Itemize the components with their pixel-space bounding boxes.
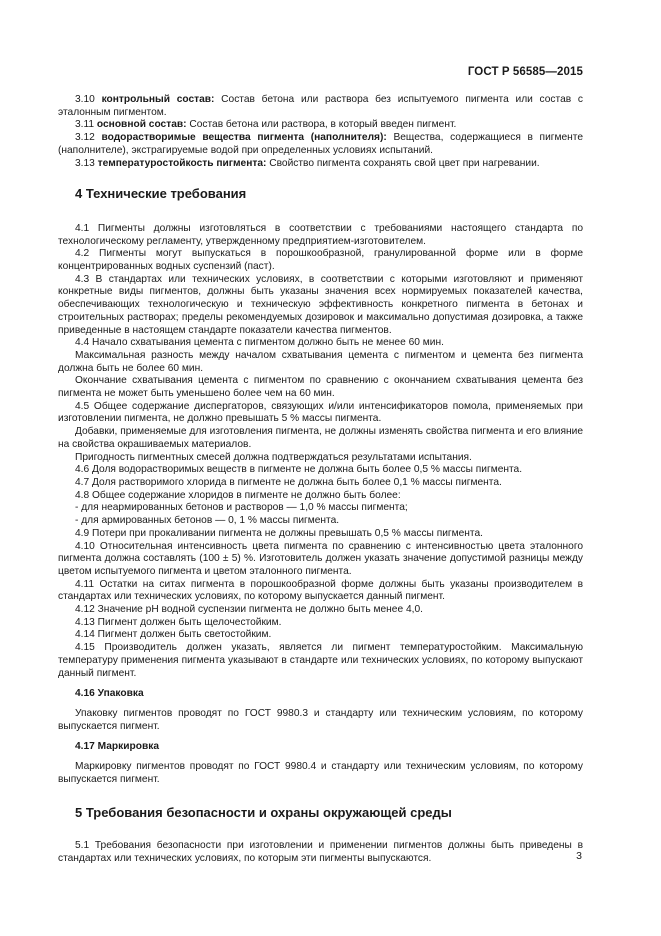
paragraph-4-11: 4.11 Остатки на ситах пигмента в порошкообразной форме должны быть указаны производителем в стандартах или технических условиях, по которому выпускается данный пигмент. [58, 578, 583, 603]
paragraph-5-1: 5.1 Требования безопасности при изготовлении и применении пигментов должны быть приведены в стандартах или технических условиях, по которым эти пигменты выпускаются. [58, 840, 583, 864]
definition-term: контрольный состав: [101, 94, 215, 105]
paragraph-4-15: 4.15 Производитель должен указать, является ли пигмент температуростойким. Максимальную температуру применения пигмента указывают в стандарте или технических условиях, по которому выпускают данный пигмент. [58, 642, 583, 679]
definition-number: 3.13 [75, 157, 95, 169]
paragraph-4-12: 4.12 Значение рН водной суспензии пигмента не должно быть менее 4,0. [75, 604, 423, 616]
paragraph-4-10: 4.10 Относительная интенсивность цвета пигмента по сравнению с интенсивностью цвета эталонного пигмента должна составлять (100 ± 5) %. Изготовитель должен указать значение допустимой разницы между цветом испытуемого пигмента и цветом эталонного пигмента. [58, 540, 583, 577]
paragraph-4-3: 4.3 В стандартах или технических условиях, в соответствии с которыми изготовляют и применяют конкретные виды пигментов, должны быть указаны значения всех нормируемых показателей качества, обеспечивающих технологическую и техническую эффективность конкретного пигмента в бетонах и строительных растворах; пределы рекомендуемых дозировок и максимально допустимая дозировка, а также приведенные в настоящем стандарте показатели качества пигментов. [58, 273, 583, 336]
paragraph-4-16: Упаковку пигментов проводят по ГОСТ 9980.3 и стандарту или техническим условиям, по которому выпускается пигмент. [58, 707, 583, 732]
definition-3-10 [58, 94, 583, 119]
paragraph-4-7: 4.7 Доля растворимого хлорида в пигменте не должна быть более 0,1 % массы пигмента. [75, 476, 502, 488]
definition-number: 3.10 [75, 94, 95, 105]
paragraph-4-9: 4.9 Потери при прокаливании пигмента не должны превышать 0,5 % массы пигмента. [75, 527, 483, 539]
section-4-title: 4 Технические требования [75, 186, 247, 202]
definition-3-11 [58, 119, 583, 132]
paragraph-4-8: 4.8 Общее содержание хлоридов в пигменте не должно быть более: [75, 489, 401, 501]
paragraph-4-8-item-2: - для армированных бетонов — 0, 1 % массы пигмента. [75, 515, 340, 527]
definition-term: основной состав: [96, 119, 187, 131]
definition-text: Вещества, содержащиеся в пигменте (наполнителе), экстрагируемые водой при определенных условиях испытаний. [58, 132, 583, 156]
paragraph-4-5: 4.5 Общее содержание диспергаторов, связующих и/или интенсификаторов помола, применяемых при изготовлении пигмента, не должно превышать 5 % массы пигмента. [58, 400, 583, 425]
definition-term: температуростойкость пигмента: [97, 157, 267, 169]
paragraph-4-13: 4.13 Пигмент должен быть щелочестойким. [75, 616, 282, 628]
subsection-4-16-title: 4.16 Упаковка [75, 688, 144, 700]
paragraph-4-6: 4.6 Доля водорастворимых веществ в пигменте не должна быть более 0,5 % массы пигмента. [75, 464, 523, 476]
definition-text: Свойство пигмента сохранять свой цвет при нагревании. [269, 157, 540, 169]
paragraph-4-4-b: Максимальная разность между началом схватывания цемента с пигментом и цемента без пигмента должна быть не более 60 мин. [58, 349, 583, 374]
paragraph-4-2: 4.2 Пигменты могут выпускаться в порошкообразной, гранулированной форме или в форме концентрированных водных суспензий (паст). [58, 248, 583, 273]
paragraph-4-4-c: Окончание схватывания цемента с пигментом по сравнению с окончанием схватывания цемента без пигмента не может быть уменьшено более чем на 60 мин. [58, 375, 583, 400]
paragraph-4-1: 4.1 Пигменты должны изготовляться в соответствии с требованиями настоящего стандарта по технологическому регламенту, утвержденному предприятием-изготовителем. [58, 222, 583, 247]
paragraph-4-17: Маркировку пигментов проводят по ГОСТ 9980.4 и стандарту или техническим условиям, по которому выпускается пигмент. [58, 761, 583, 785]
paragraph-4-8-item-1: - для неармированных бетонов и растворов — 1,0 % массы пигмента; [75, 502, 408, 514]
paragraph-4-4: 4.4 Начало схватывания цемента с пигментом должно быть не менее 60 мин. [75, 337, 444, 349]
page-number: 3 [576, 850, 582, 862]
document-id-header: ГОСТ Р 56585—2015 [467, 66, 583, 78]
definition-3-12 [58, 132, 583, 157]
section-5-title: 5 Требования безопасности и охраны окружающей среды [75, 805, 452, 821]
paragraph-4-5-c: Пригодность пигментных смесей должна подтверждаться результатами испытания. [75, 451, 472, 463]
paragraph-4-14: 4.14 Пигмент должен быть светостойким. [75, 629, 272, 641]
definition-text: Состав бетона или раствора без испытуемого пигмента или состав с эталонным пигментом. [58, 94, 583, 118]
document-body [58, 94, 583, 866]
definition-text: Состав бетона или раствора, в который введен пигмент. [189, 119, 457, 131]
paragraph-4-5-b: Добавки, применяемые для изготовления пигмента, не должны изменять свойства пигмента и его влияние на свойства окрашиваемых материалов. [58, 426, 583, 450]
definition-term: водорастворимые вещества пигмента (наполнителя): [101, 132, 387, 144]
definition-3-13 [58, 158, 583, 171]
definition-number: 3.12 [75, 132, 95, 144]
definition-number: 3.11 [75, 119, 95, 131]
subsection-4-17-title: 4.17 Маркировка [75, 741, 159, 753]
